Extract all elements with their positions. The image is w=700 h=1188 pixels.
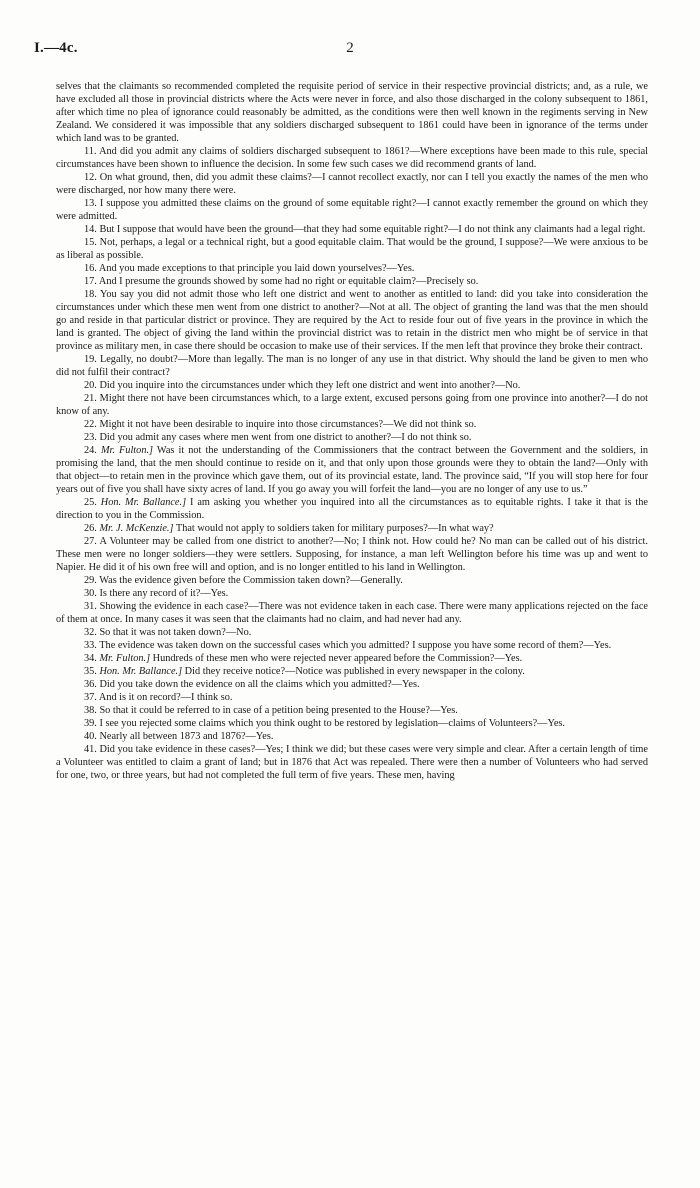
paragraph-q25	[56, 496, 648, 522]
paragraph-q27: 27. A Volunteer may be called from one district to another?—No; I think not. How could he? No man can be called out of his district. These men were no longer soldiers—they were settlers. Supposing, for instance, a man left Wellington before his time was up and went to Napier. He did it of his own free will and option, and is no longer entitled to his land in Wellington.	[56, 536, 648, 573]
paragraph-q16: 16. And you made exceptions to that principle you laid down yourselves?—Yes.	[84, 263, 415, 274]
question-number: 24.	[84, 445, 97, 456]
document-reference: I.—4c.	[34, 40, 78, 56]
paragraph-q31: 31. Showing the evidence in each case?—There was not evidence taken in each case. There were many applications rejected on the face of them at once. In many cases it was seen that the claimants had no claim, and had never had any.	[56, 601, 648, 625]
speaker-label: Mr. Fulton.]	[99, 653, 151, 664]
paragraph-q33: 33. The evidence was taken down on the successful cases which you admitted? I suppose you have some record of them?—Yes.	[84, 640, 612, 651]
question-number: 34.	[84, 653, 97, 664]
paragraph-text: That would not apply to soldiers taken for military purposes?—In what way?	[173, 523, 494, 534]
paragraph-q14: 14. But I suppose that would have been the ground—that they had some equitable right?—I do not think any claimants had a legal right.	[84, 224, 646, 235]
paragraph-q12: 12. On what ground, then, did you admit these claims?—I cannot recollect exactly, nor can I tell you exactly the names of the men who were discharged, nor how many there were.	[56, 172, 648, 196]
paragraph-text: Was it not the understanding of the Commissioners that the contract between the Government and the soldiers, in promising the land, that the men should continue to reside on it, and that only upon those grounds were they to obtain the land?—Only with that object—to retain men in the province which gave them, out of its provincial estate, land. The province said, “If you will stop here for four years out of five you shall have sixty acres of land. If you go away you will forfeit the land—you are no longer of any use to us.”	[56, 445, 648, 495]
document-body	[56, 80, 648, 782]
speaker-label: Hon. Mr. Ballance.]	[99, 666, 183, 677]
paragraph-q34	[56, 652, 648, 665]
paragraph-q36: 36. Did you take down the evidence on all the claims which you admitted?—Yes.	[84, 679, 420, 690]
paragraph-text: Did they receive notice?—Notice was published in every newspaper in the colony.	[182, 666, 525, 677]
paragraph-q22: 22. Might it not have been desirable to inquire into those circumstances?—We did not think so.	[84, 419, 477, 430]
paragraph-q39: 39. I see you rejected some claims which you think ought to be restored by legislation—claims of Volunteers?—Yes.	[84, 718, 566, 729]
question-number: 26.	[84, 523, 97, 534]
paragraph-continued: selves that the claimants so recommended completed the requisite period of service in their respective provincial districts; and, as a rule, we have excluded all those in provincial districts where the Acts were never in force, and also those discharged in the colony subsequent to 1861, after which time no plea of ignorance could reasonably be admitted, as the conditions were then well known in the regiments serving in New Zealand. We considered it was impossible that any soldiers discharged subsequent to 1861 could have been in ignorance of the terms under which land was to be granted.	[56, 81, 648, 144]
paragraph-q37: 37. And is it on record?—I think so.	[84, 692, 233, 703]
speaker-label: Mr. Fulton.]	[100, 445, 154, 456]
paragraph-q23: 23. Did you admit any cases where men went from one district to another?—I do not think so.	[84, 432, 472, 443]
paragraph-q24	[56, 444, 648, 496]
paragraph-text: I am asking you whether you inquired into all the circumstances as to equitable rights. I take it that is the direction to you in the Commission.	[56, 497, 649, 521]
paragraph-q17: 17. And I presume the grounds showed by some had no right or equitable claim?—Precisely so.	[84, 276, 479, 287]
paragraph-q38: 38. So that it could be referred to in case of a petition being presented to the House?—Yes.	[84, 705, 458, 716]
page-header	[34, 40, 666, 64]
paragraph-q11: 11. And did you admit any claims of soldiers discharged subsequent to 1861?—Where exceptions have been made to this rule, special circumstances have been shown to influence the decision. In some few such cases we did recommend grants of land.	[56, 146, 648, 170]
paragraph-q19: 19. Legally, no doubt?—More than legally. The man is no longer of any use in that district. Why should the land be given to men who did not fulfil their contract?	[56, 354, 648, 378]
paragraph-q26	[56, 522, 648, 535]
paragraph-q40: 40. Nearly all between 1873 and 1876?—Yes.	[84, 731, 274, 742]
paragraph-q35	[56, 665, 648, 678]
paragraph-text: Hundreds of these men who were rejected never appeared before the Commission?—Yes.	[150, 653, 523, 664]
paragraph-q21: 21. Might there not have been circumstances which, to a large extent, excused persons going from one province into another?—I do not know of any.	[56, 393, 648, 417]
paragraph-q30: 30. Is there any record of it?—Yes.	[84, 588, 229, 599]
paragraph-q29: 29. Was the evidence given before the Commission taken down?—Generally.	[84, 575, 403, 586]
question-number: 25.	[84, 497, 97, 508]
paragraph-q20: 20. Did you inquire into the circumstances under which they left one district and went into another?—No.	[84, 380, 521, 391]
paragraph-q32: 32. So that it was not taken down?—No.	[84, 627, 252, 638]
speaker-label: Mr. J. McKenzie.]	[99, 523, 174, 534]
page-number: 2	[346, 40, 354, 56]
paragraph-q13: 13. I suppose you admitted these claims on the ground of some equitable right?—I cannot exactly remember the ground on which they were admitted.	[56, 198, 648, 222]
paragraph-q15: 15. Not, perhaps, a legal or a technical right, but a good equitable claim. That would be the ground, I suppose?—We were anxious to be as liberal as possible.	[56, 237, 648, 261]
paragraph-q41: 41. Did you take evidence in these cases?—Yes; I think we did; but these cases were very simple and clear. After a certain length of time a Volunteer was entitled to claim a grant of land; but in 1876 that Act was repealed. There were then a number of Volunteers who had served for one, two, or three years, but had not completed the full term of five years. These men, having	[56, 744, 648, 781]
question-number: 35.	[84, 666, 97, 677]
speaker-label: Hon. Mr. Ballance.]	[100, 497, 187, 508]
paragraph-q18: 18. You say you did not admit those who left one district and went to another as entitled to land: did you take into consideration the circumstances under which these men went from one district to another?—Not at all. The object of granting the land was that the men should go and reside in that particular district or province. They are required by the Act to reside four out of five years in the province in which the land is granted. The object of giving the land within the provincial district was to retain in the district men who might be of service in that province as military men, in case there should be occasion to make use of their services. If the men left that province they broke their contract.	[56, 289, 648, 352]
